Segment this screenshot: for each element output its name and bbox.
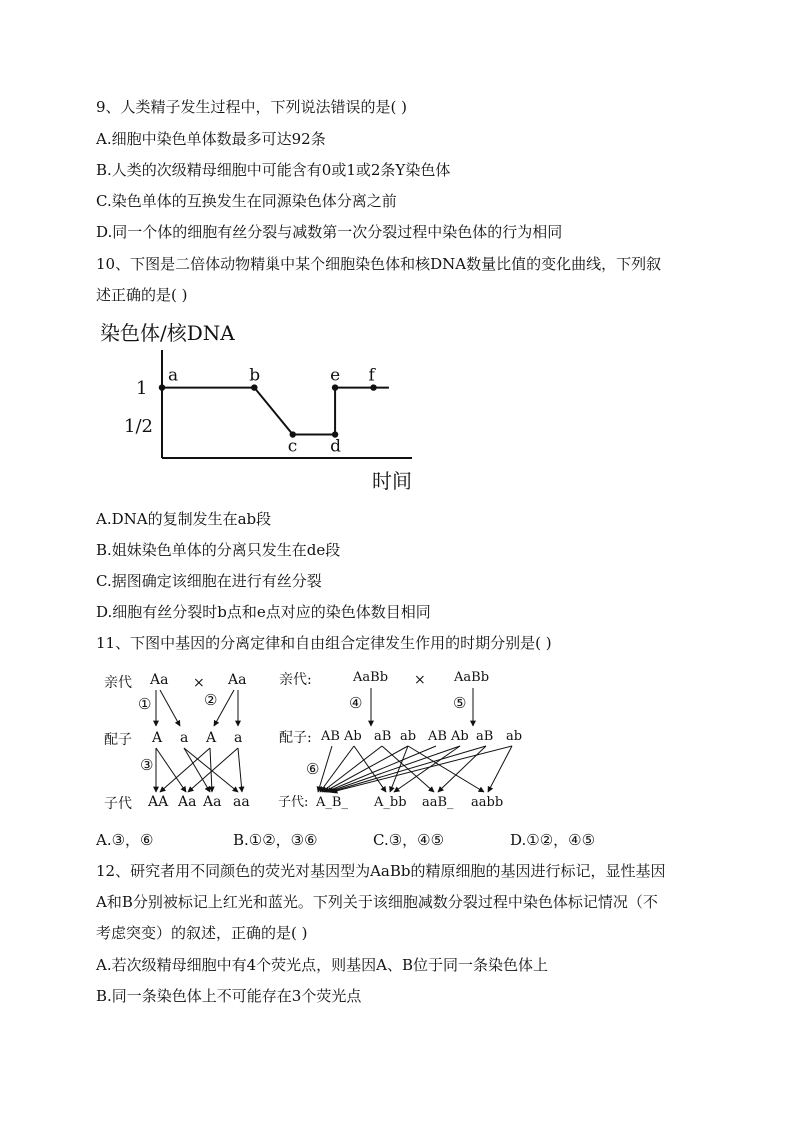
left-offspring-3: Aa — [203, 794, 222, 810]
right-gamete-1: AB — [321, 729, 340, 744]
arrow-p1-ga — [160, 690, 180, 726]
genetics-diagram — [96, 662, 536, 820]
right-offspring-label: 子代: — [278, 795, 309, 810]
q9-option-c: C.染色单体的互换发生在同源染色体分离之前 — [96, 192, 397, 210]
q10-option-a: A.DNA的复制发生在ab段 — [96, 510, 272, 528]
right-offspring-2: A_bb — [374, 795, 407, 810]
chart-ytick-half: 1/2 — [124, 416, 153, 437]
q11-option-a: A.③，⑥ — [96, 831, 154, 849]
right-gamete-4: ab — [400, 729, 417, 744]
point-label-d: d — [330, 436, 341, 457]
left-cross: × — [193, 675, 205, 691]
chart-ytick-1: 1 — [136, 378, 148, 399]
step-3: ③ — [140, 756, 154, 774]
arrow-g14 — [408, 746, 484, 792]
arrow-f5 — [160, 748, 210, 792]
chart-ylabel: 染色体/核DNA — [100, 321, 235, 345]
step-2: ② — [204, 691, 218, 709]
left-parent-2: Aa — [228, 672, 247, 688]
q10-option-b: B.姐妹染色单体的分离只发生在de段 — [96, 541, 341, 559]
right-offspring-4: aabb — [471, 795, 504, 810]
right-parent-1: AaBb — [353, 670, 389, 685]
right-parent-2: AaBb — [454, 670, 490, 685]
q10-stem-line2: 述正确的是( ) — [96, 286, 188, 304]
right-gamete-7: aB — [476, 729, 494, 744]
arrow-f3 — [184, 748, 210, 792]
right-gamete-8: ab — [506, 729, 523, 744]
q11-option-b: B.①②，③⑥ — [233, 831, 318, 849]
right-parent-label: 亲代: — [279, 672, 312, 688]
left-offspring-label: 子代 — [104, 796, 132, 812]
left-parent-1: Aa — [150, 672, 169, 688]
q12-stem-line2: A和B分别被标记上红光和蓝光。下列关于该细胞减数分裂过程中染色体标记情况（不 — [96, 893, 658, 911]
q12-option-a: A.若次级精母细胞中有4个荧光点，则基因A、B位于同一条染色体上 — [96, 956, 549, 974]
point-label-e: e — [330, 365, 341, 386]
left-gamete-3: A — [206, 730, 217, 746]
arrow-g15 — [488, 746, 512, 792]
point-label-b: b — [249, 365, 261, 386]
right-cross: × — [414, 672, 426, 688]
left-offspring-1: AA — [148, 794, 169, 810]
point-label-f: f — [368, 365, 375, 386]
right-gamete-label: 配子: — [279, 730, 312, 746]
arrow-g11 — [394, 746, 460, 792]
q9-option-b: B.人类的次级精母细胞中可能含有0或1或2条Y染色体 — [96, 161, 451, 179]
step-1: ① — [138, 695, 152, 713]
q11-option-d: D.①②，④⑤ — [510, 831, 596, 849]
step-6: ⑥ — [306, 760, 320, 778]
step-4: ④ — [349, 694, 363, 712]
arrow-f2 — [156, 748, 186, 792]
right-gamete-3: aB — [374, 729, 392, 744]
right-offspring-1: A_B_ — [316, 795, 348, 810]
left-gamete-1: A — [152, 730, 163, 746]
point-a — [159, 384, 165, 390]
left-offspring-4: aa — [233, 794, 250, 810]
arrow-g6 — [328, 746, 460, 792]
q10-option-c: C.据图确定该细胞在进行有丝分裂 — [96, 572, 322, 590]
left-gamete-2: a — [180, 730, 189, 746]
q11-stem: 11、下图中基因的分离定律和自由组合定律发生作用的时期分别是( ) — [96, 634, 552, 652]
right-offspring-3: aaB_ — [422, 795, 454, 810]
left-parent-label: 亲代 — [104, 675, 132, 691]
ratio-curve — [162, 388, 389, 435]
q12-option-b: B.同一条染色体上不可能存在3个荧光点 — [96, 987, 362, 1005]
q12-stem-line3: 考虑突变）的叙述，正确的是( ) — [96, 924, 308, 942]
left-offspring-2: Aa — [178, 794, 197, 810]
left-gamete-label: 配子 — [104, 732, 132, 748]
ratio-chart — [90, 318, 430, 496]
point-label-a: a — [168, 365, 179, 386]
q9-stem: 9、人类精子发生过程中，下列说法错误的是( ) — [96, 98, 408, 116]
q12-stem-line1: 12、研究者用不同颜色的荧光对基因型为AaBb的精原细胞的基因进行标记，显性基因 — [96, 862, 666, 880]
arrow-f8 — [238, 748, 242, 792]
chart-xlabel: 时间 — [372, 469, 412, 493]
left-gamete-4: a — [234, 730, 243, 746]
q10-stem-line1: 10、下图是二倍体动物精巢中某个细胞染色体和核DNA数量比值的变化曲线，下列叙 — [96, 255, 662, 273]
right-gamete-5: AB — [428, 729, 447, 744]
q11-option-c: C.③，④⑤ — [373, 831, 445, 849]
q9-option-a: A.细胞中染色单体数最多可达92条 — [96, 130, 326, 148]
right-gamete-6: Ab — [451, 729, 469, 744]
q10-option-d: D.细胞有丝分裂时b点和e点对应的染色体数目相同 — [96, 603, 431, 621]
step-5: ⑤ — [453, 694, 467, 712]
q9-option-d: D.同一个体的细胞有丝分裂与减数第一次分裂过程中染色体的行为相同 — [96, 223, 563, 241]
point-label-c: c — [287, 436, 298, 457]
right-gamete-2: Ab — [344, 729, 362, 744]
